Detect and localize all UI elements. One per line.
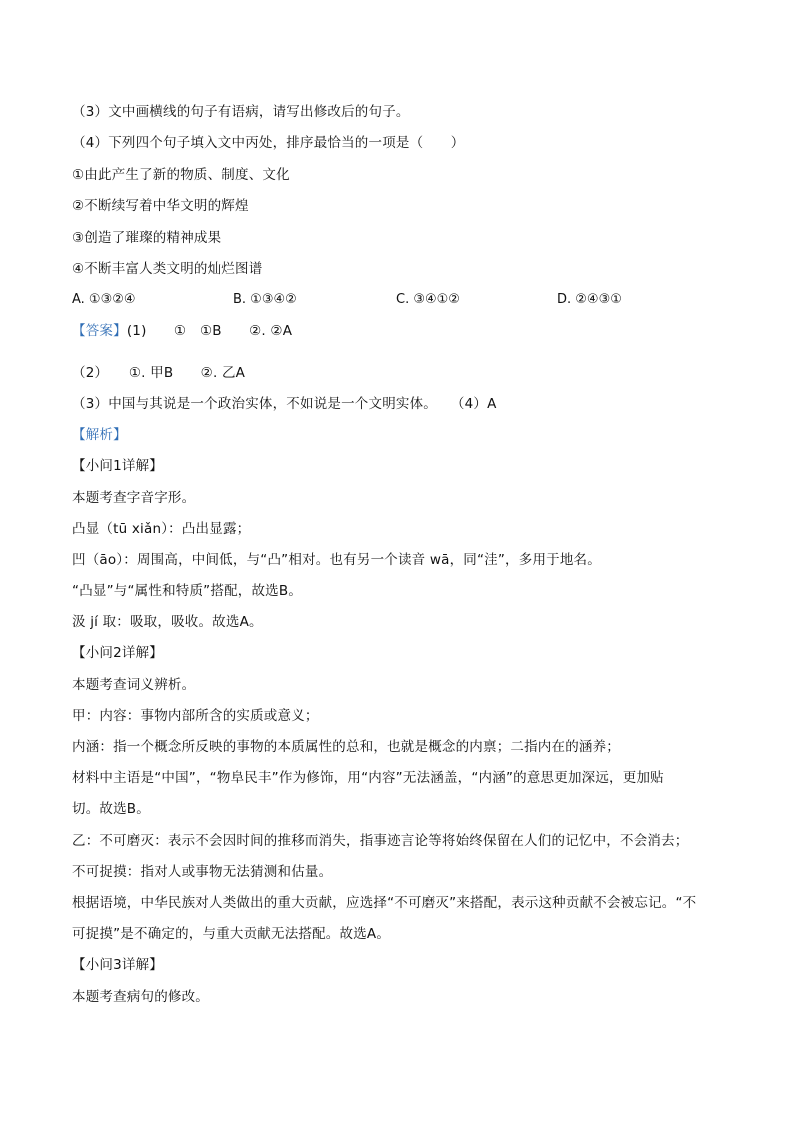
analysis-line: 凸显（tū xiǎn）：凸出显露； <box>72 521 251 537</box>
answer-part-1: (1) ① ①B ②. ②A <box>126 323 293 339</box>
analysis-line: “凸显”与“属性和特质”搭配，故选B。 <box>72 583 303 599</box>
sentence-2: ②不断续写着中华文明的辉煌 <box>72 198 249 214</box>
analysis-line: 本题考查词义辨析。 <box>72 677 196 693</box>
option-c: C. ③④①② <box>396 292 460 307</box>
question-3-line: （3）文中画横线的句子有语病，请写出修改后的句子。 <box>72 104 410 120</box>
answer-label: 【答案】 <box>72 323 127 339</box>
question-4-line: （4）下列四个句子填入文中丙处，排序最恰当的一项是（ ） <box>72 135 465 151</box>
subquestion-3-heading: 【小问3详解】 <box>72 957 163 973</box>
analysis-line: 切。故选B。 <box>72 801 150 817</box>
sentence-4: ④不断丰富人类文明的灿烂图谱 <box>72 261 263 277</box>
analysis-line: 材料中主语是“中国”，“物阜民丰”作为修饰，用“内容”无法涵盖，“内涵”的意思更加深远，更加贴 <box>72 770 664 786</box>
sentence-3: ③创造了璀璨的精神成果 <box>72 230 222 246</box>
analysis-label: 【解析】 <box>72 427 127 443</box>
analysis-line: 凹（āo）：周围高，中间低，与“凸”相对。也有另一个读音 wā，同“洼”，多用于地名。 <box>72 552 601 568</box>
analysis-line: 根据语境，中华民族对人类做出的重大贡献，应选择“不可磨灭”来搭配，表示这种贡献不会被忘记。“不 <box>72 895 697 911</box>
option-b: B. ①③④② <box>233 292 297 307</box>
subquestion-1-heading: 【小问1详解】 <box>72 458 163 474</box>
sentence-1: ①由此产生了新的物质、制度、文化 <box>72 167 290 183</box>
answer-line-2: （2） ①. 甲B ②. 乙A <box>72 365 246 381</box>
analysis-line: 不可捉摸：指对人或事物无法猜测和估量。 <box>72 864 333 880</box>
analysis-line: 乙：不可磨灭：表示不会因时间的推移而消失，指事迹言论等将始终保留在人们的记忆中，不会消去； <box>72 833 689 849</box>
analysis-line: 汲 jí 取：吸取，吸收。故选A。 <box>72 614 263 630</box>
answer-line-3: （3）中国与其说是一个政治实体，不如说是一个文明实体。 （4）A <box>72 396 497 412</box>
option-d: D. ②④③① <box>557 292 622 307</box>
subquestion-2-heading: 【小问2详解】 <box>72 645 163 661</box>
analysis-line: 本题考查病句的修改。 <box>72 989 209 1005</box>
option-a: A. ①③②④ <box>72 292 136 307</box>
answer-line-1 <box>72 322 292 340</box>
analysis-line: 甲：内容：事物内部所含的实质或意义； <box>72 708 319 724</box>
analysis-line: 可捉摸”是不确定的，与重大贡献无法搭配。故选A。 <box>72 926 391 942</box>
analysis-line: 内涵：指一个概念所反映的事物的本质属性的总和，也就是概念的内禀；二指内在的涵养； <box>72 739 620 755</box>
analysis-line: 本题考查字音字形。 <box>72 490 196 506</box>
